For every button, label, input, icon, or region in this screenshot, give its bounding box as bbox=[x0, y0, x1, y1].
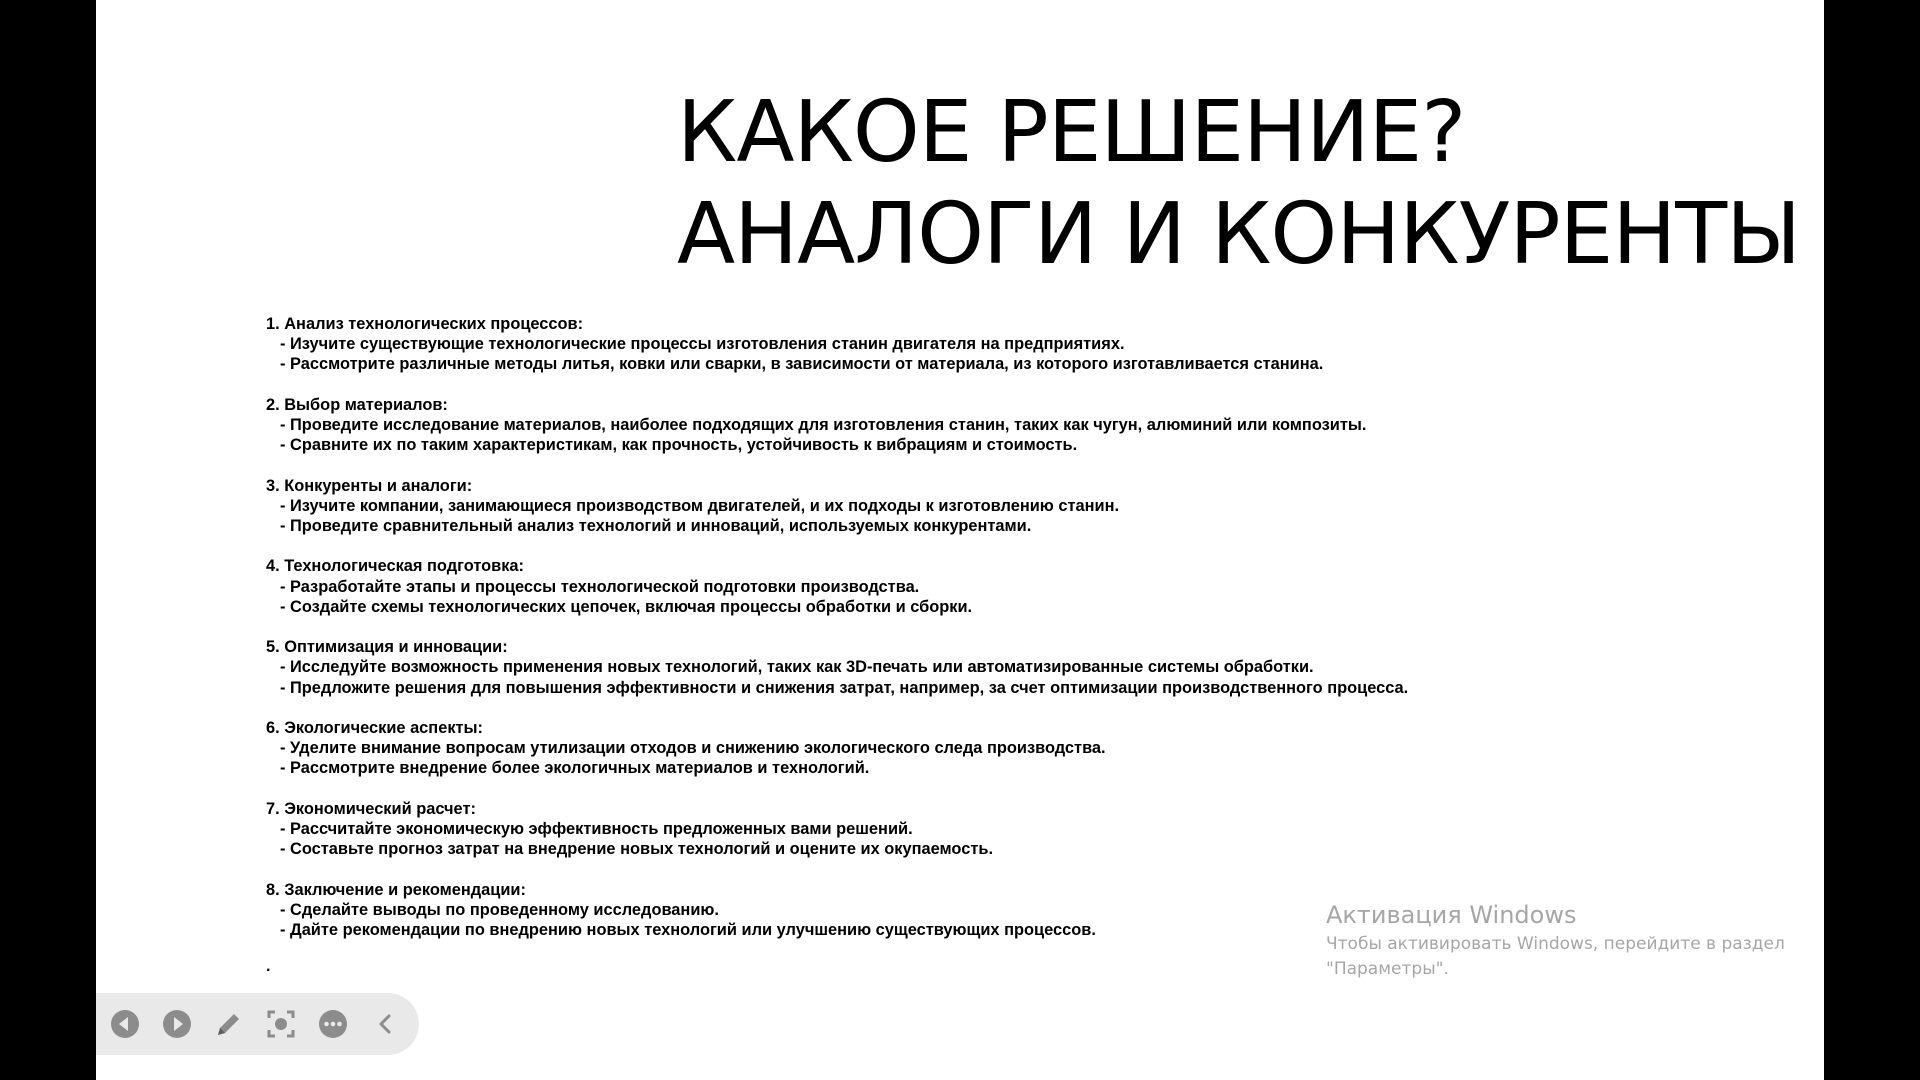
previous-icon bbox=[110, 1009, 140, 1039]
section-bullet: - Рассчитайте экономическую эффективность предложенных вами решений. bbox=[280, 819, 913, 838]
section-bullet: - Рассмотрите внедрение более экологичных материалов и технологий. bbox=[280, 759, 870, 778]
section-bullet: - Дайте рекомендации по внедрению новых технологий или улучшению существующих процессов. bbox=[280, 920, 1096, 939]
watermark-line-1: Чтобы активировать Windows, перейдите в раздел bbox=[1326, 934, 1785, 954]
section-heading: 8. Заключение и рекомендации: bbox=[266, 880, 526, 899]
collapse-toolbar-button[interactable] bbox=[370, 1009, 400, 1039]
section-bullet: - Сравните их по таким характеристикам, как прочность, устойчивость к вибрациям и стоимость. bbox=[280, 436, 1078, 455]
section-bullet: - Исследуйте возможность применения новых технологий, таких как 3D-печать или автоматизированные системы обработки. bbox=[280, 658, 1314, 677]
slide-title-line-1: КАКОЕ РЕШЕНИЕ? bbox=[677, 83, 1466, 182]
watermark-line-2: "Параметры". bbox=[1326, 959, 1449, 979]
section-bullet: - Сделайте выводы по проведенному исследованию. bbox=[280, 900, 719, 919]
section-bullet: - Проведите исследование материалов, наиболее подходящих для изготовления станин, таких как чугун, алюминий или композиты. bbox=[280, 416, 1367, 434]
section-6 bbox=[266, 718, 1566, 779]
section-heading: 1. Анализ технологических процессов: bbox=[266, 315, 584, 333]
section-bullet: - Разработайте этапы и процессы технологической подготовки производства. bbox=[280, 577, 920, 596]
section-7 bbox=[266, 799, 1566, 860]
section-heading: 3. Конкуренты и аналоги: bbox=[266, 476, 473, 495]
section-heading: 6. Экологические аспекты: bbox=[266, 718, 483, 737]
section-3 bbox=[266, 476, 1566, 537]
zoom-button[interactable] bbox=[266, 1009, 296, 1039]
zoom-icon bbox=[266, 1009, 296, 1039]
section-2 bbox=[266, 395, 1566, 456]
slide-title-line-2: АНАЛОГИ И КОНКУРЕНТЫ bbox=[677, 185, 1801, 284]
watermark-title: Активация Windows bbox=[1326, 901, 1577, 929]
section-bullet: - Составьте прогноз затрат на внедрение новых технологий и оцените их окупаемость. bbox=[280, 840, 993, 859]
trailing-dot: . bbox=[266, 958, 271, 975]
section-heading: 5. Оптимизация и инновации: bbox=[266, 638, 508, 657]
next-slide-button[interactable] bbox=[162, 1009, 192, 1039]
section-bullet: - Уделите внимание вопросам утилизации отходов и снижению экологического следа производства. bbox=[280, 739, 1106, 758]
more-options-button[interactable] bbox=[318, 1009, 348, 1039]
pen-icon bbox=[214, 1009, 244, 1039]
section-bullet: - Рассмотрите различные методы литья, ковки или сварки, в зависимости от материала, из которого изготавливается станина. bbox=[280, 355, 1324, 374]
section-heading: 2. Выбор материалов: bbox=[266, 395, 448, 414]
collapse-chevron-icon bbox=[370, 1009, 400, 1039]
previous-slide-button[interactable] bbox=[110, 1009, 140, 1039]
section-bullet: - Проведите сравнительный анализ технологий и инноваций, используемых конкурентами. bbox=[280, 517, 1032, 535]
section-bullet: - Создайте схемы технологических цепочек, включая процессы обработки и сборки. bbox=[280, 597, 973, 616]
slideshow-toolbar bbox=[96, 993, 419, 1055]
section-4 bbox=[266, 556, 1566, 617]
slide-title bbox=[677, 82, 1800, 286]
section-bullet: - Предложите решения для повышения эффективности и снижения затрат, например, за счет оптимизации производственного процесса. bbox=[280, 678, 1409, 697]
pen-tool-button[interactable] bbox=[214, 1009, 244, 1039]
windows-activation-watermark bbox=[1326, 898, 1785, 982]
more-icon bbox=[318, 1009, 348, 1039]
section-bullet: - Изучите существующие технологические процессы изготовления станин двигателя на предприятиях. bbox=[280, 335, 1125, 354]
section-bullet: - Изучите компании, занимающиеся производством двигателей, и их подходы к изготовлению станин. bbox=[280, 496, 1120, 515]
section-1 bbox=[266, 314, 1566, 375]
section-5 bbox=[266, 637, 1566, 698]
section-heading: 7. Экономический расчет: bbox=[266, 799, 476, 818]
next-icon bbox=[162, 1009, 192, 1039]
slide-content bbox=[266, 314, 1566, 960]
section-heading: 4. Технологическая подготовка: bbox=[266, 557, 525, 576]
